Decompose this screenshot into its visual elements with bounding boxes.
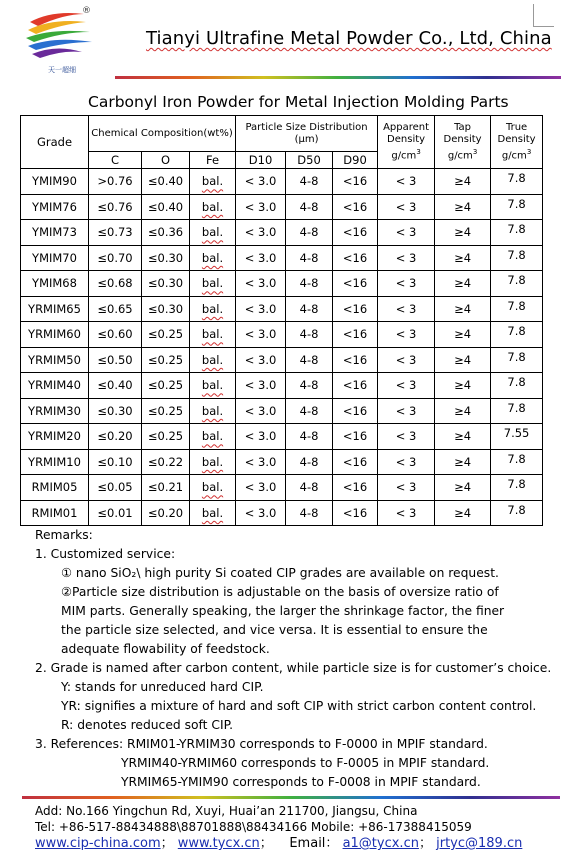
cell-d10: < 3.0 bbox=[236, 271, 286, 297]
cell-fe: bal. bbox=[190, 169, 236, 195]
footer-tel: Tel: +86-517-88434888\88701888\88434166 Mobile: +86-17388415059 bbox=[35, 820, 472, 834]
cell-grade: YMIM68 bbox=[21, 271, 89, 297]
cell-d50: 4-8 bbox=[286, 194, 333, 220]
cell-true: 7.8 bbox=[491, 500, 543, 526]
cell-o: ≤0.30 bbox=[142, 245, 190, 271]
cell-app: < 3 bbox=[378, 271, 435, 297]
remark-1b-line2: MIM parts. Generally speaking, the larger the shrinkage factor, the finer bbox=[61, 604, 505, 618]
registered-mark: ® bbox=[82, 6, 91, 16]
header-c: C bbox=[89, 152, 142, 169]
cell-d10: < 3.0 bbox=[236, 347, 286, 373]
cell-app: < 3 bbox=[378, 500, 435, 526]
cell-grade: YRMIM50 bbox=[21, 347, 89, 373]
table-row bbox=[21, 245, 543, 271]
table-row bbox=[21, 194, 543, 220]
cell-true: 7.8 bbox=[491, 220, 543, 246]
cell-fe: bal. bbox=[190, 475, 236, 501]
cell-tap: ≥4 bbox=[435, 194, 491, 220]
cell-fe: bal. bbox=[190, 245, 236, 271]
cell-d90: <16 bbox=[333, 373, 378, 399]
cell-grade: YMIM70 bbox=[21, 245, 89, 271]
cell-fe: bal. bbox=[190, 424, 236, 450]
corner-mark bbox=[533, 4, 554, 27]
cell-c: ≤0.40 bbox=[89, 373, 142, 399]
cell-true: 7.8 bbox=[491, 449, 543, 475]
cell-fe: bal. bbox=[190, 271, 236, 297]
cell-d90: <16 bbox=[333, 347, 378, 373]
header-grade: Grade bbox=[21, 116, 89, 169]
cell-d50: 4-8 bbox=[286, 245, 333, 271]
cell-tap: ≥4 bbox=[435, 169, 491, 195]
cell-app: < 3 bbox=[378, 373, 435, 399]
cell-d90: <16 bbox=[333, 194, 378, 220]
cell-fe: bal. bbox=[190, 194, 236, 220]
cell-c: ≤0.76 bbox=[89, 194, 142, 220]
cell-d10: < 3.0 bbox=[236, 220, 286, 246]
remarks-heading: Remarks: bbox=[35, 528, 93, 542]
cell-d10: < 3.0 bbox=[236, 500, 286, 526]
cell-c: ≤0.01 bbox=[89, 500, 142, 526]
document-title: Carbonyl Iron Powder for Metal Injection Molding Parts bbox=[88, 93, 509, 111]
cell-app: < 3 bbox=[378, 220, 435, 246]
cell-d50: 4-8 bbox=[286, 347, 333, 373]
cell-app: < 3 bbox=[378, 449, 435, 475]
cell-fe: bal. bbox=[190, 449, 236, 475]
table-row bbox=[21, 398, 543, 424]
cell-c: ≤0.65 bbox=[89, 296, 142, 322]
cell-o: ≤0.25 bbox=[142, 398, 190, 424]
cell-o: ≤0.20 bbox=[142, 500, 190, 526]
table-row bbox=[21, 322, 543, 348]
cell-d90: <16 bbox=[333, 271, 378, 297]
table-row bbox=[21, 424, 543, 450]
cell-d90: <16 bbox=[333, 475, 378, 501]
cell-app: < 3 bbox=[378, 194, 435, 220]
remark-1b-line1: ②Particle size distribution is adjustable on the basis of oversize ratio of bbox=[61, 585, 499, 599]
cell-d90: <16 bbox=[333, 424, 378, 450]
cell-c: ≤0.73 bbox=[89, 220, 142, 246]
cell-c: ≤0.50 bbox=[89, 347, 142, 373]
cell-true: 7.8 bbox=[491, 398, 543, 424]
footer bbox=[35, 803, 522, 852]
cell-app: < 3 bbox=[378, 398, 435, 424]
separator: ； bbox=[259, 836, 273, 851]
cell-app: < 3 bbox=[378, 245, 435, 271]
cell-d50: 4-8 bbox=[286, 475, 333, 501]
cell-d90: <16 bbox=[333, 398, 378, 424]
cell-o: ≤0.30 bbox=[142, 271, 190, 297]
cell-d50: 4-8 bbox=[286, 296, 333, 322]
cell-d10: < 3.0 bbox=[236, 245, 286, 271]
cell-grade: YMIM76 bbox=[21, 194, 89, 220]
cell-d50: 4-8 bbox=[286, 424, 333, 450]
cell-d10: < 3.0 bbox=[236, 475, 286, 501]
cell-grade: YMIM90 bbox=[21, 169, 89, 195]
cell-c: >0.76 bbox=[89, 169, 142, 195]
cell-true: 7.8 bbox=[491, 271, 543, 297]
email-label: Email： bbox=[289, 836, 339, 851]
cell-d50: 4-8 bbox=[286, 500, 333, 526]
cell-d50: 4-8 bbox=[286, 398, 333, 424]
cell-o: ≤0.25 bbox=[142, 322, 190, 348]
header-d90: D90 bbox=[333, 152, 378, 169]
cell-d10: < 3.0 bbox=[236, 169, 286, 195]
table-row bbox=[21, 271, 543, 297]
cell-c: ≤0.70 bbox=[89, 245, 142, 271]
cell-d90: <16 bbox=[333, 500, 378, 526]
company-logo bbox=[22, 4, 102, 76]
cell-true: 7.8 bbox=[491, 475, 543, 501]
website-link-1[interactable]: www.cip-china.com bbox=[35, 836, 161, 851]
cell-c: ≤0.60 bbox=[89, 322, 142, 348]
cell-app: < 3 bbox=[378, 169, 435, 195]
cell-fe: bal. bbox=[190, 347, 236, 373]
table-row bbox=[21, 500, 543, 526]
cell-tap: ≥4 bbox=[435, 347, 491, 373]
table-row bbox=[21, 296, 543, 322]
cell-d10: < 3.0 bbox=[236, 296, 286, 322]
cell-fe: bal. bbox=[190, 296, 236, 322]
remarks-section bbox=[35, 526, 552, 792]
cell-grade: YRMIM20 bbox=[21, 424, 89, 450]
cell-grade: YRMIM10 bbox=[21, 449, 89, 475]
cell-tap: ≥4 bbox=[435, 296, 491, 322]
cell-d90: <16 bbox=[333, 296, 378, 322]
cell-c: ≤0.30 bbox=[89, 398, 142, 424]
remark-2-yr: YR: signifies a mixture of hard and soft CIP with strict carbon content control. bbox=[61, 699, 537, 713]
company-name: Tianyi Ultrafine Metal Powder Co., Ltd, China bbox=[146, 28, 552, 49]
cell-tap: ≥4 bbox=[435, 245, 491, 271]
cell-d50: 4-8 bbox=[286, 220, 333, 246]
cell-tap: ≥4 bbox=[435, 475, 491, 501]
cell-fe: bal. bbox=[190, 322, 236, 348]
cell-grade: YRMIM60 bbox=[21, 322, 89, 348]
cell-d10: < 3.0 bbox=[236, 373, 286, 399]
email-link-1[interactable]: a1@tycx.cn bbox=[342, 836, 419, 851]
cell-app: < 3 bbox=[378, 296, 435, 322]
cell-c: ≤0.05 bbox=[89, 475, 142, 501]
cell-tap: ≥4 bbox=[435, 322, 491, 348]
cell-fe: bal. bbox=[190, 500, 236, 526]
header-divider bbox=[115, 76, 561, 79]
cell-d10: < 3.0 bbox=[236, 398, 286, 424]
cell-o: ≤0.22 bbox=[142, 449, 190, 475]
cell-o: ≤0.40 bbox=[142, 169, 190, 195]
cell-fe: bal. bbox=[190, 373, 236, 399]
cell-grade: RMIM01 bbox=[21, 500, 89, 526]
cell-tap: ≥4 bbox=[435, 220, 491, 246]
cell-tap: ≥4 bbox=[435, 271, 491, 297]
remark-2-r: R: denotes reduced soft CIP. bbox=[61, 718, 233, 732]
website-link-2[interactable]: www.tycx.cn bbox=[177, 836, 260, 851]
cell-o: ≤0.21 bbox=[142, 475, 190, 501]
cell-tap: ≥4 bbox=[435, 373, 491, 399]
header-d50: D50 bbox=[286, 152, 333, 169]
cell-d90: <16 bbox=[333, 169, 378, 195]
cell-tap: ≥4 bbox=[435, 424, 491, 450]
remark-2-y: Y: stands for unreduced hard CIP. bbox=[61, 680, 264, 694]
cell-d10: < 3.0 bbox=[236, 322, 286, 348]
header-fe: Fe bbox=[190, 152, 236, 169]
footer-address: Add: No.166 Yingchun Rd, Xuyi, Huai’an 211700, Jiangsu, China bbox=[35, 804, 418, 818]
header-tap: Tap Density $g/cm^3$ bbox=[435, 116, 491, 169]
header-apparent: Apparent Density $g/cm^3$ bbox=[378, 116, 435, 169]
cell-d50: 4-8 bbox=[286, 449, 333, 475]
cell-grade: YRMIM40 bbox=[21, 373, 89, 399]
cell-c: ≤0.68 bbox=[89, 271, 142, 297]
table-row bbox=[21, 475, 543, 501]
table-row bbox=[21, 449, 543, 475]
email-link-2[interactable]: jrtyc@189.cn bbox=[436, 836, 523, 851]
cell-true: 7.8 bbox=[491, 296, 543, 322]
cell-tap: ≥4 bbox=[435, 398, 491, 424]
cell-tap: ≥4 bbox=[435, 500, 491, 526]
cell-grade: YMIM73 bbox=[21, 220, 89, 246]
cell-tap: ≥4 bbox=[435, 449, 491, 475]
spec-table-body bbox=[21, 169, 543, 526]
cell-true: 7.8 bbox=[491, 245, 543, 271]
cell-true: 7.8 bbox=[491, 322, 543, 348]
spec-table bbox=[20, 115, 543, 526]
cell-app: < 3 bbox=[378, 322, 435, 348]
table-row bbox=[21, 220, 543, 246]
cell-true: 7.8 bbox=[491, 347, 543, 373]
cell-d10: < 3.0 bbox=[236, 449, 286, 475]
header-d10: D10 bbox=[236, 152, 286, 169]
header-o: O bbox=[142, 152, 190, 169]
cell-app: < 3 bbox=[378, 475, 435, 501]
cell-o: ≤0.40 bbox=[142, 194, 190, 220]
logo-text: 天一超细 bbox=[48, 66, 76, 74]
cell-d50: 4-8 bbox=[286, 271, 333, 297]
cell-o: ≤0.25 bbox=[142, 424, 190, 450]
remark-2: 2. Grade is named after carbon content, while particle size is for customer’s choice. bbox=[35, 661, 552, 675]
remark-3b: YRMIM40-YRMIM60 corresponds to F-0005 in MPIF standard. bbox=[121, 756, 490, 770]
cell-o: ≤0.36 bbox=[142, 220, 190, 246]
remark-1a: ① nano SiO₂\ high purity Si coated CIP grades are available on request. bbox=[61, 566, 499, 580]
cell-grade: YRMIM65 bbox=[21, 296, 89, 322]
cell-app: < 3 bbox=[378, 347, 435, 373]
remark-3c: YRMIM65-YMIM90 corresponds to F-0008 in MPIF standard. bbox=[121, 775, 481, 789]
separator: ； bbox=[418, 836, 432, 851]
cell-c: ≤0.20 bbox=[89, 424, 142, 450]
cell-d50: 4-8 bbox=[286, 373, 333, 399]
cell-d50: 4-8 bbox=[286, 322, 333, 348]
table-row bbox=[21, 347, 543, 373]
footer-divider bbox=[22, 796, 560, 799]
remark-1b-line3: the particle size selected, and vice versa. It is essential to ensure the bbox=[61, 623, 488, 637]
remark-3: 3. References: RMIM01-YRMIM30 corresponds to F-0000 in MPIF standard. bbox=[35, 737, 488, 751]
cell-d10: < 3.0 bbox=[236, 424, 286, 450]
cell-grade: RMIM05 bbox=[21, 475, 89, 501]
cell-grade: YRMIM30 bbox=[21, 398, 89, 424]
cell-d50: 4-8 bbox=[286, 169, 333, 195]
cell-d90: <16 bbox=[333, 322, 378, 348]
cell-true: 7.8 bbox=[491, 194, 543, 220]
cell-c: ≤0.10 bbox=[89, 449, 142, 475]
table-row bbox=[21, 373, 543, 399]
header-psd: Particle Size Distribution (μm) bbox=[236, 116, 378, 152]
header-chemical: Chemical Composition(wt%) bbox=[89, 116, 236, 152]
cell-fe: bal. bbox=[190, 398, 236, 424]
cell-fe: bal. bbox=[190, 220, 236, 246]
header-true: True Density $g/cm^3$ bbox=[491, 116, 543, 169]
cell-true: 7.8 bbox=[491, 169, 543, 195]
separator: ； bbox=[160, 836, 174, 851]
cell-d10: < 3.0 bbox=[236, 194, 286, 220]
cell-app: < 3 bbox=[378, 424, 435, 450]
cell-o: ≤0.25 bbox=[142, 373, 190, 399]
table-row bbox=[21, 169, 543, 195]
cell-d90: <16 bbox=[333, 220, 378, 246]
cell-d90: <16 bbox=[333, 245, 378, 271]
cell-true: 7.55 bbox=[491, 424, 543, 450]
remark-1b-line4: adequate flowability of feedstock. bbox=[61, 642, 270, 656]
cell-true: 7.8 bbox=[491, 373, 543, 399]
cell-o: ≤0.25 bbox=[142, 347, 190, 373]
cell-o: ≤0.30 bbox=[142, 296, 190, 322]
cell-d90: <16 bbox=[333, 449, 378, 475]
remark-1: 1. Customized service: bbox=[35, 547, 176, 561]
